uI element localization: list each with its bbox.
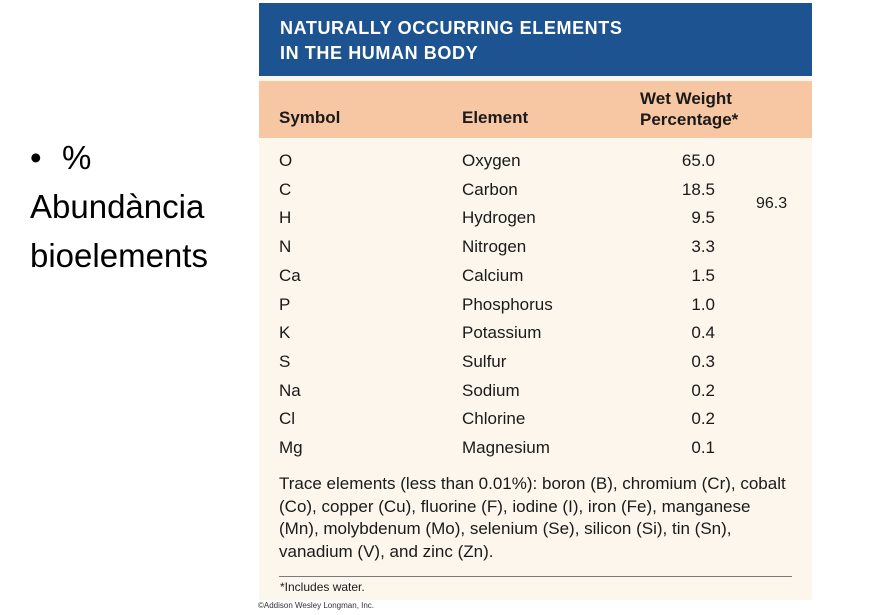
header-symbol: Symbol: [279, 108, 341, 127]
table-title-line-2: IN THE HUMAN BODY: [280, 43, 479, 63]
bullet-text-percent: %: [62, 139, 92, 176]
cell-percentage: 1.5: [691, 265, 715, 285]
table-row: [259, 321, 812, 349]
cell-percentage: 0.2: [691, 409, 715, 429]
trace-elements-note: Trace elements (less than 0.01%): boron (B), chromium (Cr), cobalt (Co), copper (Cu), fluorine (F), iodine (I), iron (Fe), manganese (Mn), molybdenum (Mo), selenium (Se), silicon (Si), tin (Sn), vanadium (V), and zinc (Zn).: [279, 474, 786, 561]
cell-symbol: Mg: [279, 438, 303, 457]
table-row: [259, 178, 812, 206]
bullet-line-1: [30, 133, 208, 182]
cell-percentage: 1.0: [691, 294, 715, 314]
cell-percentage: 0.3: [691, 351, 715, 371]
table-row: [259, 235, 812, 263]
table-row: [259, 293, 812, 321]
cell-element: Hydrogen: [462, 208, 536, 228]
cell-symbol: Na: [279, 380, 301, 400]
cell-symbol: O: [279, 151, 293, 170]
cell-symbol: S: [279, 351, 291, 371]
copyright-notice: ©Addison Wesley Longman, Inc.: [258, 601, 375, 610]
bullet-dot: •: [30, 139, 42, 176]
table-header: [259, 81, 812, 138]
header-wet-weight-line-1: Wet Weight: [640, 89, 732, 108]
cell-symbol: Cl: [279, 409, 296, 429]
cell-element: Phosphorus: [462, 294, 553, 314]
table-row: [259, 264, 812, 292]
cell-element: Calcium: [462, 265, 524, 285]
bullet-line-3: bioelements: [30, 237, 208, 274]
cell-element: Magnesium: [462, 438, 550, 457]
table-row: [259, 350, 812, 378]
table-title-bar: [259, 3, 812, 76]
cell-element: Chlorine: [462, 409, 526, 429]
cell-symbol: H: [279, 208, 292, 228]
cell-percentage: 0.4: [691, 323, 715, 343]
cell-symbol: N: [279, 237, 292, 257]
cell-element: Potassium: [462, 323, 542, 343]
cell-element: Sulfur: [462, 351, 507, 371]
table-title-line-1: NATURALLY OCCURRING ELEMENTS: [280, 18, 623, 38]
header-wet-weight-line-2: Percentage*: [640, 110, 739, 129]
bullet-line-2: Abundància: [30, 188, 205, 225]
cell-symbol: Ca: [279, 265, 301, 285]
cell-element: Sodium: [462, 380, 520, 400]
cell-element: Nitrogen: [462, 237, 527, 257]
header-element: Element: [462, 108, 529, 127]
cell-percentage: 9.5: [691, 208, 715, 228]
cell-percentage: 0.1: [691, 438, 715, 457]
cell-percentage: 18.5: [681, 179, 715, 199]
cell-element: Carbon: [462, 179, 518, 199]
table-row: [259, 436, 812, 464]
table-row: [259, 206, 812, 234]
cell-symbol: K: [279, 323, 291, 343]
table-row: [259, 407, 812, 435]
cell-percentage: 0.2: [691, 380, 715, 400]
elements-table-panel: [259, 3, 812, 600]
cell-symbol: C: [279, 179, 292, 199]
header-wet-weight: [640, 88, 738, 130]
cell-percentage: 65.0: [681, 151, 715, 170]
cell-element: Oxygen: [462, 151, 521, 170]
footnote: *Includes water.: [280, 580, 365, 594]
group-total-value: 96.3: [756, 195, 788, 212]
cell-percentage: 3.3: [691, 237, 715, 257]
footnote-divider: [279, 576, 792, 577]
table-row: [259, 149, 812, 177]
cell-symbol: P: [279, 294, 291, 314]
table-row: [259, 379, 812, 407]
slide-bullet: [30, 133, 208, 280]
